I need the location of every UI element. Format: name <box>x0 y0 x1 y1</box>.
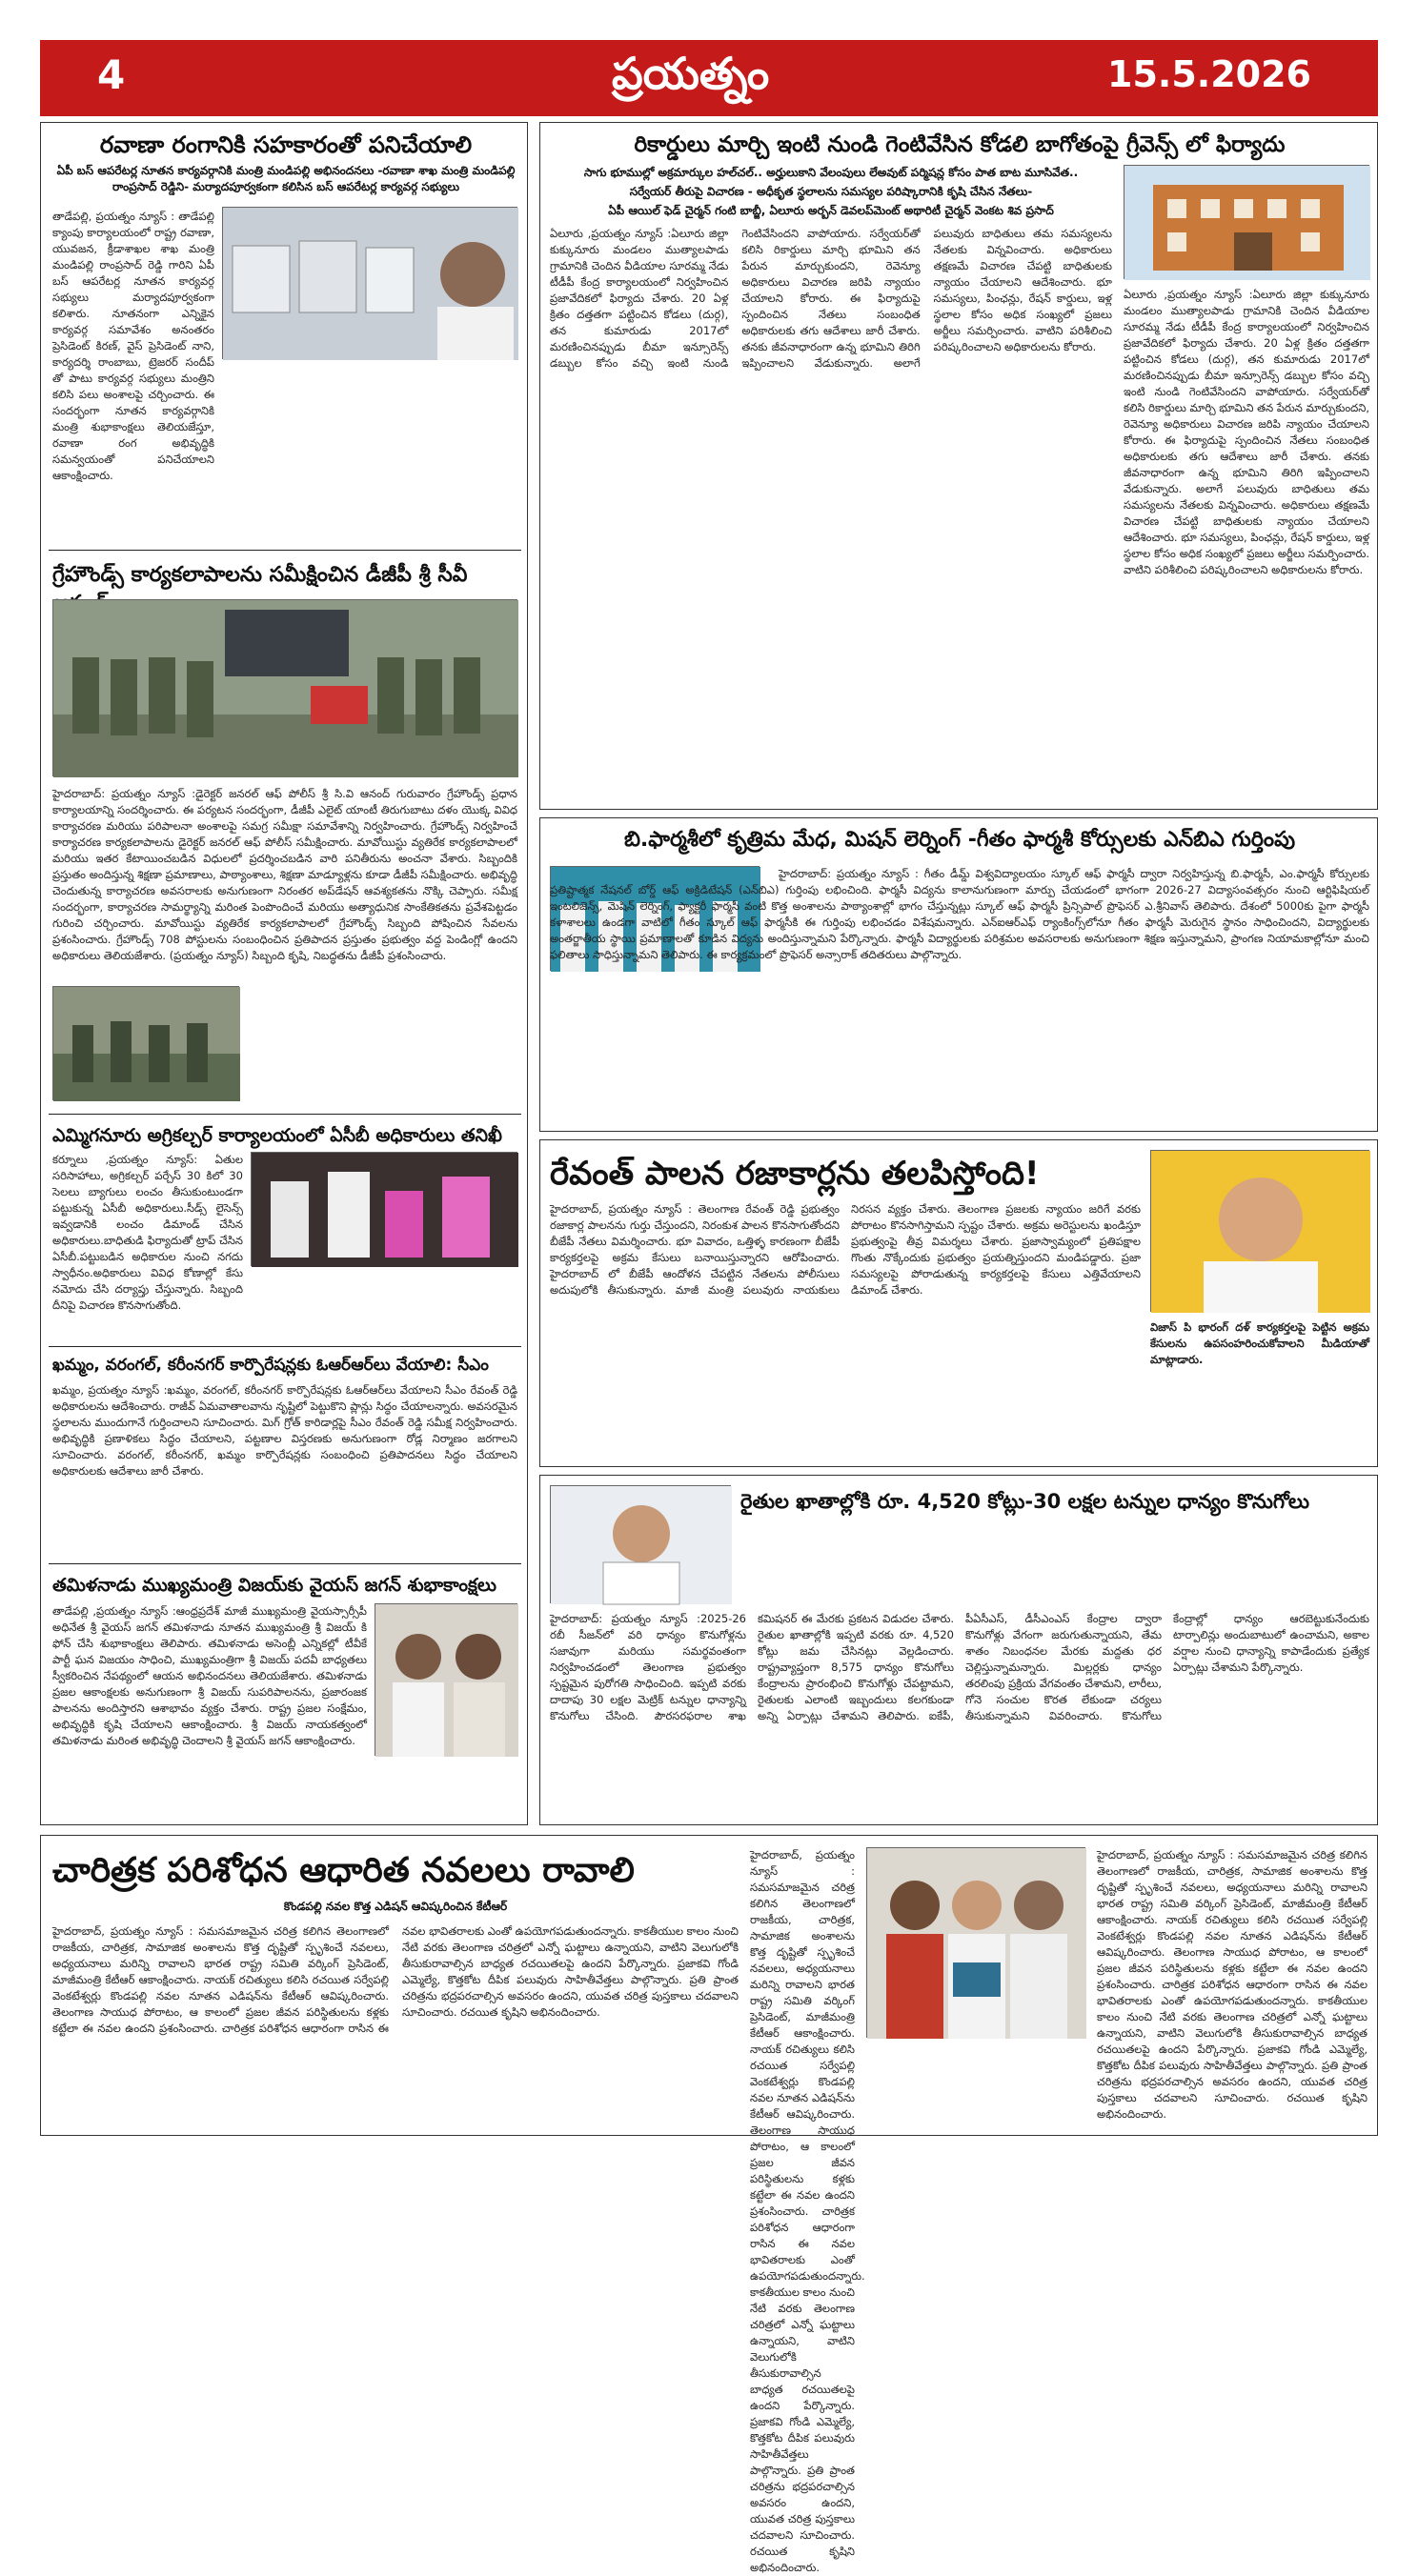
revanth-body: హైదరాబాద్, ప్రయత్నం న్యూస్ : తెలంగాణ రేవంత్ రెడ్డి ప్రభుత్వం రజాకార్ల పాలనను గుర్తు చేస్తుందని, నిరంకుశ పాలన కొనసాగుతోందని బీజేపీ నేతలు విమర్శించారు. భూ వివాదం, ఒత్తిళ్ళ కారణంగా బీజేపీ కార్యకర్తలపై అక్రమ కేసులు బనాయిస్తున్నారని ఆరోపించారు. హైదరాబాద్ లో బీజేపీ ఆందోళన చేపట్టిన నేతలను పోలీసులు అదుపులోకి తీసుకున్నారు. మాజీ మంత్రి పలువురు నాయకులు నిరసన వ్యక్తం చేశారు. తెలంగాణ ప్రజలకు న్యాయం జరిగే వరకు పోరాటం కొనసాగిస్తామని స్పష్టం చేశారు. అక్రమ అరెస్టులను ఖండిస్తూ ప్రభుత్వంపై తీవ్ర విమర్శలు చేశారు. ప్రజాస్వామ్యంలో ప్రతిపక్షాల గొంతు నొక్కేందుకు ప్రభుత్వం ప్రయత్నిస్తుందని మండిపడ్డారు. ప్రజా సమస్యలపై పోరాడుతున్న కార్యకర్తలపై కేసులు ఎత్తివేయాలని డిమాండ్ చేశారు. <box>550 1202 1141 1297</box>
vijay-headline: తమిళనాడు ముఖ్యమంత్రి విజయ్‌కు వైయస్ జగన్ శుభాకాంక్షలు <box>52 1575 496 1596</box>
rtc-headline: రవాణా రంగానికి సహకారంతో పనిచేయాలి <box>99 131 473 158</box>
grievance-sub2: సర్వేయర్ తీరుపై విచారణ - అధీకృత స్థలాలను సమస్యల పరిష్కారానికి కృషి చేసిన నేతలు- <box>629 185 1033 198</box>
grievance-body: ఏలూరు ,ప్రయత్నం న్యూస్ :ఏలూరు జిల్లా కుక్కునూరు మండలం ముత్యాలపాడు గ్రామానికి చెందిన వీడియాల సూరమ్మ నేడు టీడీపీ కేంద్ర కార్యాలయంలో నిర్వహించిన ప్రజావేదికలో ఫిర్యాదు చేశారు. 20 ఏళ్ల క్రితం దత్తతగా పట్టించిన కోడలు (దుర్గ), తన కుమారుడు 2017లో మరణించినప్పుడు బీమా ఇన్సూరెన్స్ డబ్బుల కోసం వచ్చి ఇంటి నుండి గెంటివేసిందని వాపోయారు. సర్వేయర్‌తో కలిసి రికార్డులు మార్చి భూమిని తన పేరున మార్చుకుందని, రెవెన్యూ అధికారులు విచారణ జరిపి న్యాయం చేయాలని కోరారు. ఈ ఫిర్యాదుపై స్పందించిన నేతలు సంబంధిత అధికారులకు తగు ఆదేశాలు జారీ చేశారు. తనకు జీవనాధారంగా ఉన్న భూమిని తిరిగి ఇప్పించాలని వేడుకున్నారు. అలాగే పలువురు బాధితులు తమ సమస్యలను నేతలకు విన్నవించారు. అధికారులు తక్షణమే విచారణ చేపట్టి బాధితులకు న్యాయం చేయాలని ఆదేశించారు. భూ సమస్యలు, పింఛన్లు, రేషన్ కార్డులు, ఇళ్ల స్థలాల కోసం అధిక సంఖ్యలో ప్రజలు అర్జీలు సమర్పించారు. వాటిని పరిశీలించి పరిష్కరించాలని అధికారులను కోరారు. <box>550 227 1112 370</box>
gitam-box <box>539 817 1378 1132</box>
vijay-body: తాడేపల్లి ,ప్రయత్నం న్యూస్ :ఆంధ్రప్రదేశ్ మాజీ ముఖ్యమంత్రి వైయస్సార్సీపీ అధినేత శ్రీ వైయస్ జగన్ తమిళనాడు నూతన ముఖ్యమంత్రి శ్రీ విజయ్ కి ఫోన్ చేసి శుభాకాంక్షలు తెలిపారు. తమిళనాడు అసెంబ్లీ ఎన్నికల్లో టీవీకే పార్టీ ఘన విజయం సాధించి, ముఖ్యమంత్రిగా శ్రీ విజయ్ పదవీ బాధ్యతలు స్వీకరించిన నేపథ్యంలో ఆయన అభినందనలు తెలియజేశారు. తమిళనాడు ప్రజల ఆకాంక్షలకు అనుగుణంగా శ్రీ విజయ్ సుపరిపాలనను, ప్రజారంజక పాలనను అందిస్తారని ఆశాభావం వ్యక్తం చేశారు. రాష్ట్ర ప్రజల సంక్షేమం, అభివృద్ధికి కృషి చేయాలని ఆకాంక్షించారు. శ్రీ విజయ్ నాయకత్వంలో తమిళనాడు మరింత అభివృద్ధి చెందాలని శ్రీ వైయస్ జగన్ ఆకాంక్షించారు. <box>52 1604 367 1747</box>
grievance-photo <box>1124 165 1369 279</box>
rtc-photo <box>222 207 517 359</box>
khammam-body: ఖమ్మం, ప్రయత్నం న్యూస్ :ఖమ్మం, వరంగల్, కరీంనగర్ కార్పొరేషన్లకు ఓఆర్ఆర్‌లు వేయాలని సీఎం రేవంత్ రెడ్డి అధికారులను ఆదేశించారు. రాజీవ్ ఏమవాతాలవాను నృష్టిలో పెట్టుకొని ప్లాన్లు సిద్ధం చేయాలన్నారు. అవసరమైన స్థలాలను ముందుగానే గుర్తించాలని సూచించారు. మిగ్ గ్రోత్ కారిడార్లపై సీఎం రేవంత్ రెడ్డి సమీక్ష నిర్వహించారు. అభివృద్ధికి ప్రణాళికలు సిద్ధం చేయాలని, పట్టణాల విస్తరణకు అనుగుణంగా రోడ్ల నిర్మాణం జరగాలని సూచించారు. వరంగల్, కరీంనగర్, ఖమ్మం కార్పొరేషన్లకు సంబంధించి ప్రతిపాదనలు సిద్ధం చేయాలని అధికారులకు ఆదేశాలు జారీ చేశారు. <box>52 1383 517 1478</box>
rtc-subhead: ఏపీ బస్ ఆపరేటర్ల నూతన కార్యవర్గానికి మంత్రి మండిపల్లి అభినందనలు -రవాణా శాఖ మంత్రి మండిపల్లి రాంప్రసాద్ రెడ్డిని- మర్యాదపూర్వకంగా కలిసిన బస్ ఆపరేటర్ల కార్యవర్గ సభ్యులు <box>56 164 516 193</box>
divider <box>49 1346 521 1347</box>
novels-body-cont: హైదరాబాద్, ప్రయత్నం న్యూస్ : సమసమాజమైన చరిత్ర కలిగిన తెలంగాణలో రాజకీయ, చారిత్రక, సామాజిక అంశాలను కొత్త దృష్టితో స్పృశించే నవలలు, అధ్యయనాలు మరిన్ని రావాలని భారత రాష్ట్ర సమితి వర్కింగ్ ప్రెసిడెంట్, మాజీమంత్రి కేటీఆర్ ఆకాంక్షించారు. నాయక్ రచిత్యులు కలిసి రచయిత సర్వేపల్లి వెంకటేశ్వర్లు కొండపల్లి నవల నూతన ఎడిషన్‌ను కేటీఆర్ ఆవిష్కరించారు. తెలంగాణ సాయుధ పోరాటం, ఆ కాలంలో ప్రజల జీవన పరిస్థితులను కళ్లకు కట్టేలా ఈ నవల ఉందని ప్రశంసించారు. చారిత్రక పరిశోధన ఆధారంగా రాసిన ఈ నవల భావితరాలకు ఎంతో ఉపయోగపడుతుందన్నారు. కాకతీయుల కాలం నుంచి నేటి వరకు తెలంగాణ చరిత్రలో ఎన్నో ఘట్టాలు ఉన్నాయని, వాటిని వెలుగులోకి తీసుకురావాల్సిన బాధ్యత రచయితలపై ఉందని పేర్కొన్నారు. ప్రజాకవి గోండి ఎమ్మెల్యే, కొత్తకోట దీపిక పలువురు సాహితీవేత్తలు పాల్గొన్నారు. ప్రతి ప్రాంత చరిత్రను భద్రపరచాల్సిన అవసరం ఉందని, యువత చరిత్ర పుస్తకాలు చదవాలని సూచించారు. రచయిత కృషిని అభినందించారు. <box>750 1848 865 2574</box>
revanth-box <box>539 1139 1378 1467</box>
grievance-headline: రికార్డులు మార్చి ఇంటి నుండి గెంటివేసిన కోడలి బాగోతంపై గ్రీవెన్స్ లో ఫిర్యాదు <box>634 132 1286 157</box>
khammam-headline: ఖమ్మం, వరంగల్, కరీంనగర్ కార్పొరేషన్లకు ఓఆర్ఆర్‌లు వేయాలి: సీఎం <box>52 1356 489 1375</box>
page-number: 4 <box>97 51 126 98</box>
divider <box>49 1114 521 1115</box>
revanth-caption: విజాస్ పి భారంగ్ దళ్ కార్యకర్తలపై పెట్టిన అక్రమ కేసులను ఉపసంహరించుకోవాలని మీడియాతో మాట్లాడారు. <box>1150 1320 1369 1366</box>
acb-body: కర్నూలు ,ప్రయత్నం న్యూస్: ఏతుల సరిసాహాలు, అగ్రికల్చర్ పర్చేస్ 30 కిలో 30 సెలలు బ్యాగులు లంచం తీసుకుంటుండగా పట్టుకున్న ఏసీబీ అధికారులు.సీడ్స్ లైసెన్స్ ఇవ్వడానికి లంచం డిమాండ్ చేసిన అధికారులు.బాధితుడి ఫిర్యాదుతో ట్రాప్ చేసిన ఏసీబీ.పట్టుబడిన అధికారుల నుంచి నగదు స్వాధీనం.అధికారులు వివిధ కోణాల్లో కేసు నమోదు చేసి దర్యాప్తు చేస్తున్నారు. సిబ్బంది దీనిపై విచారణ కొనసాగుతోంది. <box>52 1153 243 1312</box>
left-column <box>40 122 528 1825</box>
acb-photo <box>251 1152 517 1266</box>
issue-date: 15.5.2026 <box>1107 53 1311 95</box>
greyhounds-photo-2 <box>52 986 239 1100</box>
greyhounds-photo <box>52 599 517 776</box>
paddy-photo <box>550 1485 731 1603</box>
revanth-photo <box>1150 1150 1369 1312</box>
paper-name: ప్రయత్నం <box>612 48 770 99</box>
paddy-headline: రైతుల ఖాతాల్లోకి రూ. 4,520 కోట్లు-30 లక్షల టన్నుల ధాన్యం కొనుగోలు <box>740 1490 1310 1513</box>
divider <box>49 550 521 551</box>
grievance-sub3: ఏపీ ఆయిల్ ఫెడ్ చైర్మన్ గంటి బాబ్జీ, ఏలూరు అర్బన్ డెవలప్‌మెంట్ అథారిటీ చైర్మన్ వెంకట శివ ప్రసాద్ <box>608 204 1054 217</box>
novels-body: హైదరాబాద్, ప్రయత్నం న్యూస్ : సమసమాజమైన చరిత్ర కలిగిన తెలంగాణలో రాజకీయ, చారిత్రక, సామాజిక అంశాలను కొత్త దృష్టితో స్పృశించే నవలలు, అధ్యయనాలు మరిన్ని రావాలని భారత రాష్ట్ర సమితి వర్కింగ్ ప్రెసిడెంట్, మాజీమంత్రి కేటీఆర్ ఆకాంక్షించారు. నాయక్ రచిత్యులు కలిసి రచయిత సర్వేపల్లి వెంకటేశ్వర్లు కొండపల్లి నవల నూతన ఎడిషన్‌ను కేటీఆర్ ఆవిష్కరించారు. తెలంగాణ సాయుధ పోరాటం, ఆ కాలంలో ప్రజల జీవన పరిస్థితులను కళ్లకు కట్టేలా ఈ నవల ఉందని ప్రశంసించారు. చారిత్రక పరిశోధన ఆధారంగా రాసిన ఈ నవల భావితరాలకు ఎంతో ఉపయోగపడుతుందన్నారు. కాకతీయుల కాలం నుంచి నేటి వరకు తెలంగాణ చరిత్రలో ఎన్నో ఘట్టాలు ఉన్నాయని, వాటిని వెలుగులోకి తీసుకురావాల్సిన బాధ్యత రచయితలపై ఉందని పేర్కొన్నారు. ప్రజాకవి గోండి ఎమ్మెల్యే, కొత్తకోట దీపిక పలువురు సాహితీవేత్తలు పాల్గొన్నారు. ప్రతి ప్రాంత చరిత్రను భద్రపరచాల్సిన అవసరం ఉందని, యువత చరిత్ర పుస్తకాలు చదవాలని సూచించారు. రచయిత కృషిని అభినందించారు. <box>52 1924 739 2035</box>
masthead <box>40 40 1378 116</box>
gitam-body: హైదరాబాద్: ప్రయత్నం న్యూస్ : గీతం డీమ్డ్ విశ్వవిద్యాలయం స్కూల్ ఆఫ్ ఫార్మసీ ద్వారా నిర్వహిస్తున్న బి.ఫార్మసీ, ఎం.ఫార్మసీ కోర్సులకు ప్రతిష్టాత్మక నేషనల్ బోర్డ్ ఆఫ్ అక్రిడిటేషన్ (ఎన్‌బిఎ) గుర్తింపు లభించింది. ఫార్మసీ విద్యను కాలానుగుణంగా మార్పు చేయడంలో భాగంగా 2026-27 విద్యాసంవత్సరం నుంచి ఆర్టిఫిషియల్ ఇంటలిజెన్స్, మెషిన్ లెర్నింగ్, ఫ్యాక్టరీ ఫార్మసీ వంటి కొత్త అంశాలను పాఠ్యాంశాల్లో భాగం చేస్తున్నట్లు స్కూల్ ఆఫ్ ఫార్మసీ ప్రిన్సిపాల్ ప్రొఫెసర్ ఎ.శ్రీనివాస్ తెలిపారు. దేశంలో 5000కు పైగా ఫార్మసీ కళాశాలలు ఉండగా వాటిలో గీతం స్కూల్ ఆఫ్ ఫార్మసీకి ఈ గుర్తింపు లభించడం విశేషమన్నారు. ఎన్‌ఐఆర్‌ఎఫ్ ర్యాంకింగ్స్‌లోనూ గీతం ఫార్మసీ మెరుగైన స్థానం సాధించిందని, విద్యార్థులకు అంతర్జాతీయ స్థాయి ప్రమాణాలతో కూడిన విద్యను అందిస్తున్నామని పేర్కొన్నారు. ఫార్మసీ విద్యార్థులకు పరిశ్రమల అవసరాలకు అనుగుణంగా శిక్షణ ఇస్తున్నామని, ప్రాంగణ నియామకాల్లోనూ మంచి ఫలితాలు సాధిస్తున్నామని తెలిపారు. ఈ కార్యక్రమంలో ప్రొఫెసర్ అన్సారాక్ తదితరులు పాల్గొన్నారు. <box>550 867 1369 961</box>
divider <box>49 1563 521 1564</box>
gitam-headline: బి.ఫార్మశీలో కృత్రిమ మేధ, మిషన్ లెర్నింగ్ -గీతం ఫార్మశీ కోర్సులకు ఎన్‌బిఎ గుర్తింపు <box>623 828 1296 852</box>
revanth-headline: రేవంత్ పాలన రజాకార్లను తలపిస్తోంది! <box>550 1155 1040 1193</box>
rtc-body: తాడేపల్లి, ప్రయత్నం న్యూస్ : తాడేపల్లి క్యాంపు కార్యాలయంలో రాష్ట్ర రవాణా, యువజన, క్రీడాశాఖల శాఖ మంత్రి మండిపల్లి రాంప్రసాద్ రెడ్డి గారిని ఏపీ బస్ ఆపరేటర్ల నూతన కార్యవర్గ సభ్యులు మర్యాదపూర్వకంగా కలిశారు. నూతనంగా ఎన్నికైన కార్యవర్గ సమావేశం అనంతరం ప్రెసిడెంట్ కిరణ్, వైస్ ప్రెసిడెంట్ నాని, కార్యదర్శి రాంబాబు, ట్రెజరర్ సందీప్ తో పాటు కార్యవర్గ సభ్యులు మంత్రిని కలిసి పలు అంశాలపై చర్చించారు. ఈ సందర్భంగా నూతన కార్యవర్గానికి మంత్రి శుభాకాంక్షలు తెలియజేస్తూ, రవాణా రంగ అభివృద్ధికి సమన్వయంతో పనిచేయాలని ఆకాంక్షించారు. <box>52 210 214 482</box>
vijay-photo <box>375 1603 517 1756</box>
novels-body-cont2: హైదరాబాద్, ప్రయత్నం న్యూస్ : సమసమాజమైన చరిత్ర కలిగిన తెలంగాణలో రాజకీయ, చారిత్రక, సామాజిక అంశాలను కొత్త దృష్టితో స్పృశించే నవలలు, అధ్యయనాలు మరిన్ని రావాలని భారత రాష్ట్ర సమితి వర్కింగ్ ప్రెసిడెంట్, మాజీమంత్రి కేటీఆర్ ఆకాంక్షించారు. నాయక్ రచిత్యులు కలిసి రచయిత సర్వేపల్లి వెంకటేశ్వర్లు కొండపల్లి నవల నూతన ఎడిషన్‌ను కేటీఆర్ ఆవిష్కరించారు. తెలంగాణ సాయుధ పోరాటం, ఆ కాలంలో ప్రజల జీవన పరిస్థితులను కళ్లకు కట్టేలా ఈ నవల ఉందని ప్రశంసించారు. చారిత్రక పరిశోధన ఆధారంగా రాసిన ఈ నవల భావితరాలకు ఎంతో ఉపయోగపడుతుందన్నారు. కాకతీయుల కాలం నుంచి నేటి వరకు తెలంగాణ చరిత్రలో ఎన్నో ఘట్టాలు ఉన్నాయని, వాటిని వెలుగులోకి తీసుకురావాల్సిన బాధ్యత రచయితలపై ఉందని పేర్కొన్నారు. ప్రజాకవి గోండి ఎమ్మెల్యే, కొత్తకోట దీపిక పలువురు సాహితీవేత్తలు పాల్గొన్నారు. ప్రతి ప్రాంత చరిత్రను భద్రపరచాల్సిన అవసరం ఉందని, యువత చరిత్ర పుస్తకాలు చదవాలని సూచించారు. రచయిత కృషిని అభినందించారు. <box>1097 1848 1367 2121</box>
grievance-box <box>539 122 1378 810</box>
novels-subhead: కొండపల్లి నవల కొత్త ఎడిషన్ ఆవిష్కరించిన కేటీఆర్ <box>283 1900 508 1913</box>
novels-photo <box>866 1847 1085 2038</box>
paddy-body: హైదరాబాద్: ప్రయత్నం న్యూస్ :2025-26 రబీ సీజన్‌లో వరి ధాన్యం కొనుగోళ్లను సజావుగా మరియు సమర్థవంతంగా నిర్వహించడంలో తెలంగాణ ప్రభుత్వం స్పష్టమైన పురోగతి సాధించింది. ఇప్పటి వరకు దాదాపు 30 లక్షల మెట్రిక్ టన్నుల ధాన్యాన్ని కొనుగోలు చేసింది. పౌరసరఫరాల శాఖ కమిషనర్ ఈ మేరకు ప్రకటన విడుదల చేశారు. రైతుల ఖాతాల్లోకి ఇప్పటి వరకు రూ. 4,520 కోట్లు జమ చేసినట్లు వెల్లడించారు. రాష్ట్రవ్యాప్తంగా 8,575 ధాన్యం కొనుగోలు కేంద్రాలను ప్రారంభించి కొనుగోళ్లు చేపట్టామని, రైతులకు ఎలాంటి ఇబ్బందులు కలగకుండా అన్ని ఏర్పాట్లు చేశామని తెలిపారు. ఐకేపీ, పీఏసీఎస్, డీసీఎంఎస్ కేంద్రాల ద్వారా కొనుగోళ్లు వేగంగా జరుగుతున్నాయని, తేమ శాతం నిబంధనల మేరకు మద్దతు ధర చెల్లిస్తున్నామన్నారు. మిల్లర్లకు ధాన్యం తరలింపు ప్రక్రియ వేగవంతం చేశామని, లారీలు, గోనె సంచుల కొరత లేకుండా చర్యలు తీసుకున్నామని వివరించారు. కొనుగోలు కేంద్రాల్లో ధాన్యం ఆరబెట్టుకునేందుకు టార్పాలిన్లు అందుబాటులో ఉంచామని, అకాల వర్షాల నుంచి ధాన్యాన్ని కాపాడేందుకు ప్రత్యేక ఏర్పాట్లు చేశామని పేర్కొన్నారు. <box>550 1612 1369 1722</box>
greyhounds-body: హైదరాబాద్: ప్రయత్నం న్యూస్ :డైరెక్టర్ జనరల్ ఆఫ్ పోలీస్ శ్రీ సి.వి ఆనంద్ గురువారం గ్రేహౌండ్స్ ప్రధాన కార్యాలయాన్ని సందర్శించారు. ఈ పర్యటన సందర్భంగా, డీజీపీ ఎలైట్ యాంటీ తిరుగుబాటు దళం యొక్క వివిధ కార్యాచరణ మరియు పరిపాలనా అంశాలపై సమగ్ర సమీక్షా సమావేశాన్ని నిర్వహించారు. గ్రేహౌండ్స్ నిర్వహించే కార్యాచరణ కార్యకలాపాలను డైరెక్టర్ జనరల్ ఆఫ్ పోలీస్ సమీక్షించారు. మావోయిస్టు వ్యతిరేక కార్యకలాపాలలో మరియు ఇతర కేటాయించబడిన విధులలో ప్రదర్శించబడిన వారి పనితీరును అంచనా వేశారు. సిబ్బందికి ప్రస్తుతం అందిస్తున్న శిక్షణా ప్రమాణాలు, పాఠ్యాంశాలు, శిక్షణా మాడ్యూళ్లను కూడా డీజీపీ సమీక్షించారు. అభివృద్ధి చెందుతున్న కార్యాచరణ అవసరాలకు అనుగుణంగా నిరంతర అప్‌డేషన్ ఆవశ్యకతను నొక్కి చెప్పారు. సమీక్ష సందర్భంగా, కార్యాచరణ సామర్థ్యాన్ని మరింత పెంపొందించే మరియు అత్యాధునిక సాంకేతికతను ప్రవేశపెట్టడం గురించి చర్చించారు. మావోయిస్టు వ్యతిరేక కార్యకలాపాలలో గ్రేహౌండ్స్ సిబ్బంది పోషించిన సేవలను ప్రశంసించారు. గ్రేహౌండ్స్ 708 పోస్టులను సంబంధించిన ప్రతిపాదన ప్రస్తుతం ప్రభుత్వం వద్ద పెండింగ్లో ఉందని అధికారులు తెలియజేశారు. (ప్రయత్నం న్యూస్) సిబ్బంది కృషి, నిబద్ధతను డీజీపీ ప్రశంసించారు. <box>52 787 517 962</box>
novels-box <box>40 1835 1378 2574</box>
grievance-sub1: సాగు భూముల్లో అక్రమార్కుల హల్‌చల్.. అర్హులుకాని వేలంపులు లేఅవుట్ పర్మిషన్ల కోసం పాత బాట మూసివేత.. <box>583 166 1079 179</box>
grievance-body-cont: ఏలూరు ,ప్రయత్నం న్యూస్ :ఏలూరు జిల్లా కుక్కునూరు మండలం ముత్యాలపాడు గ్రామానికి చెందిన వీడియాల సూరమ్మ నేడు టీడీపీ కేంద్ర కార్యాలయంలో నిర్వహించిన ప్రజావేదికలో ఫిర్యాదు చేశారు. 20 ఏళ్ల క్రితం దత్తతగా పట్టించిన కోడలు (దుర్గ), తన కుమారుడు 2017లో మరణించినప్పుడు బీమా ఇన్సూరెన్స్ డబ్బుల కోసం వచ్చి ఇంటి నుండి గెంటివేసిందని వాపోయారు. సర్వేయర్‌తో కలిసి రికార్డులు మార్చి భూమిని తన పేరున మార్చుకుందని, రెవెన్యూ అధికారులు విచారణ జరిపి న్యాయం చేయాలని కోరారు. ఈ ఫిర్యాదుపై స్పందించిన నేతలు సంబంధిత అధికారులకు తగు ఆదేశాలు జారీ చేశారు. తనకు జీవనాధారంగా ఉన్న భూమిని తిరిగి ఇప్పించాలని వేడుకున్నారు. అలాగే పలువురు బాధితులు తమ సమస్యలను నేతలకు విన్నవించారు. అధికారులు తక్షణమే విచారణ చేపట్టి బాధితులకు న్యాయం చేయాలని ఆదేశించారు. భూ సమస్యలు, పింఛన్లు, రేషన్ కార్డులు, ఇళ్ల స్థలాల కోసం అధిక సంఖ్యలో ప్రజలు అర్జీలు సమర్పించారు. వాటిని పరిశీలించి పరిష్కరించాలని అధికారులను కోరారు. <box>1124 288 1370 576</box>
greyhounds-headline: గ్రేహౌండ్స్ కార్యకలాపాలను సమీక్షించిన డీజీపీ శ్రీ సీవీ <box>52 563 468 587</box>
novels-headline: చారిత్రక పరిశోధన ఆధారిత నవలలు రావాలి <box>52 1851 635 1890</box>
paddy-box <box>539 1475 1378 1825</box>
acb-headline: ఎమ్మిగనూరు అగ్రికల్చర్ కార్యాలయంలో ఏసీబీ అధికారులు తనిఖీ <box>52 1125 502 1146</box>
